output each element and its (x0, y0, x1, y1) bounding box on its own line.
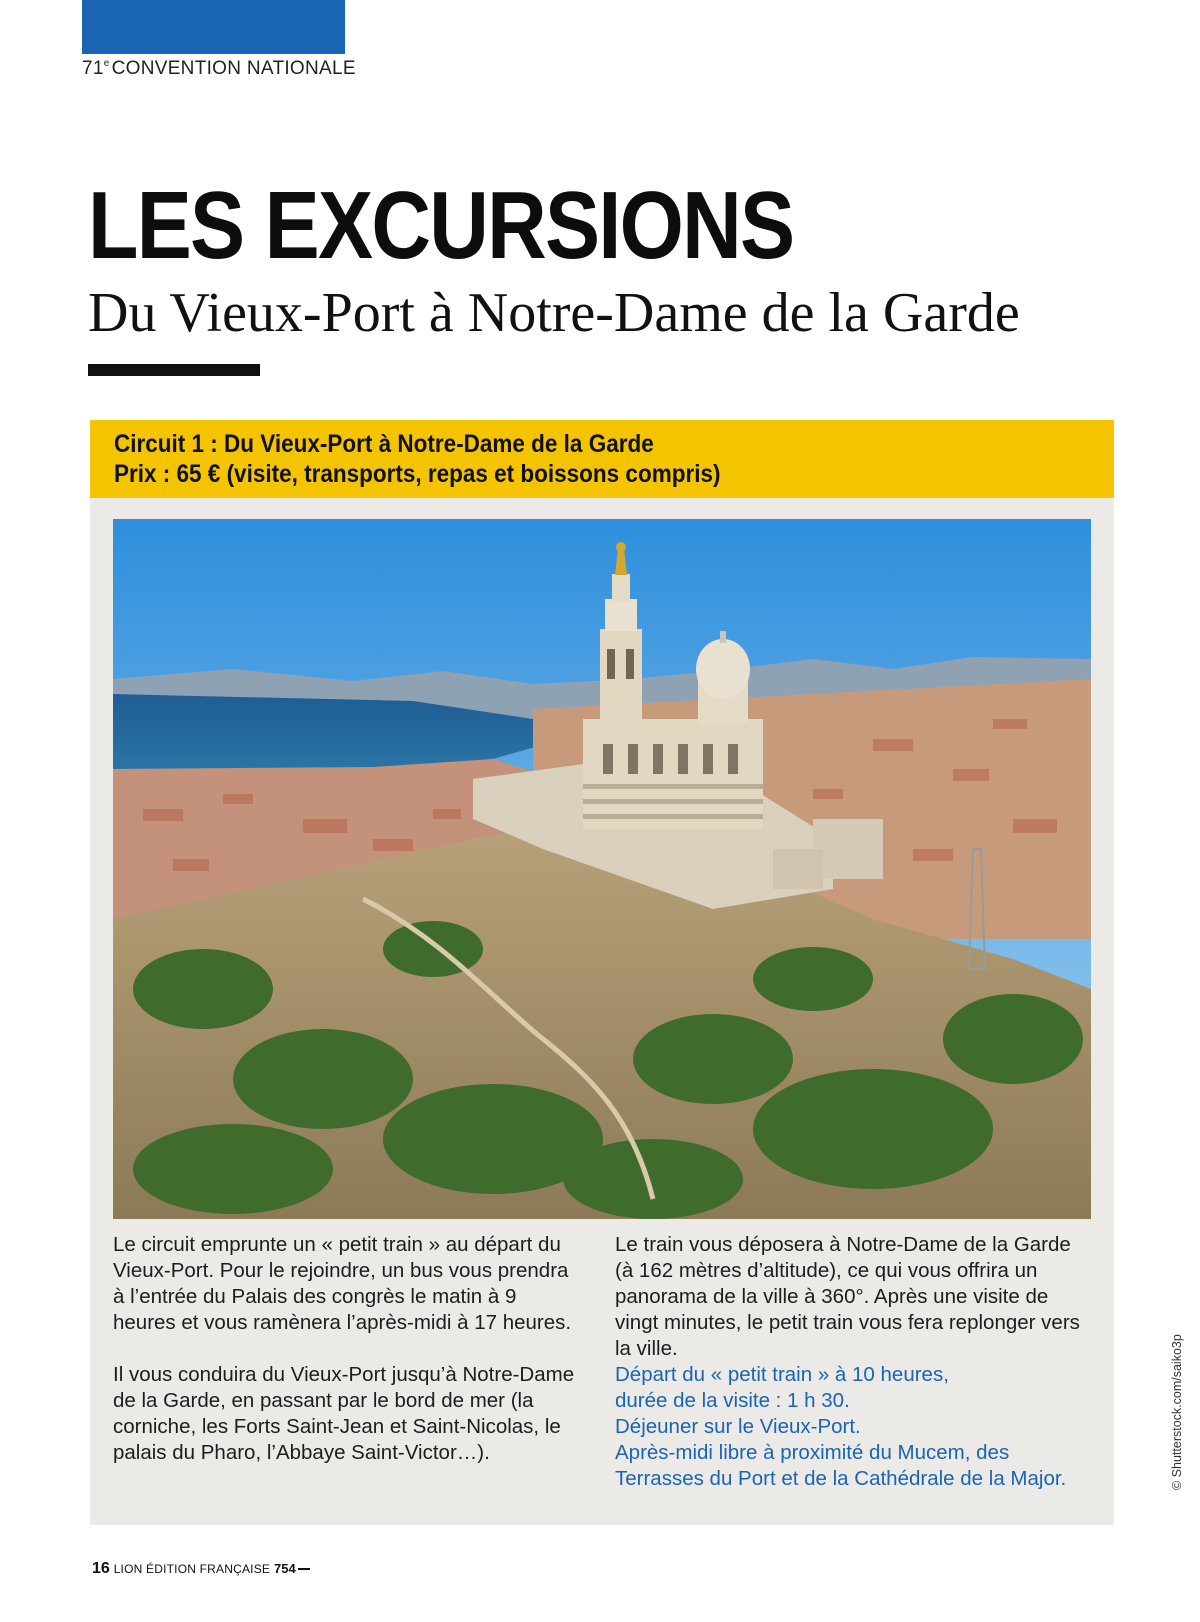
text-column-left (113, 1232, 583, 1492)
section-number: 71 (82, 58, 104, 79)
circuit-price: Prix : 65 € (visite, transports, repas et boissons compris) (114, 460, 721, 488)
paragraph: Il vous conduira du Vieux-Port jusqu’à Notre-Dame de la Garde, en passant par le bord de mer (la corniche, les Forts Saint-Jean et Saint-Nicolas, le palais du Pharo, l’Abbaye Saint-Victor…). (113, 1363, 575, 1464)
title-underline (88, 364, 260, 376)
publication-name: LION ÉDITION FRANÇAISE (113, 1562, 271, 1576)
page-subtitle: Du Vieux-Port à Notre-Dame de la Garde (88, 282, 1020, 344)
photo-credit: © Shutterstock.com/saiko3p (1170, 1334, 1184, 1490)
footer-dash (298, 1568, 310, 1570)
notre-dame-photo (113, 519, 1091, 1219)
photo-illustration (113, 519, 1091, 1219)
circuit-title: Circuit 1 : Du Vieux-Port à Notre-Dame de la Garde (114, 430, 654, 458)
section-sup: e (103, 58, 110, 69)
page-title: LES EXCURSIONS (88, 172, 794, 279)
highlight-line: Déjeuner sur le Vieux-Port. (615, 1415, 861, 1438)
card-header (90, 420, 1114, 498)
highlight-line: durée de la visite : 1 h 30. (615, 1389, 850, 1412)
section-label (82, 58, 356, 80)
highlight-line: Après-midi libre à proximité du Mucem, des Terrasses du Port et de la Cathédrale de la Major. (615, 1441, 1067, 1490)
highlight-line: Départ du « petit train » à 10 heures, (615, 1363, 949, 1386)
section-text: CONVENTION NATIONALE (111, 58, 356, 79)
text-column-right (615, 1232, 1085, 1492)
top-color-bar (82, 0, 345, 54)
excursion-card (90, 420, 1114, 1525)
page-number: 16 (92, 1560, 110, 1577)
page-footer (92, 1560, 310, 1578)
paragraph: Le circuit emprunte un « petit train » au départ du Vieux-Port. Pour le rejoindre, un bus vous prendra à l’entrée du Palais des congrès le matin à 9 heures et vous ramènera l’après-midi à 17 heures. (113, 1233, 572, 1334)
issue-number: 754 (274, 1561, 296, 1576)
paragraph: Le train vous déposera à Notre-Dame de la Garde (à 162 mètres d’altitude), ce qui vous offrira un panorama de la ville à 360°. Après une visite de vingt minutes, le petit train vous fera replonger vers la ville. (615, 1233, 1080, 1360)
